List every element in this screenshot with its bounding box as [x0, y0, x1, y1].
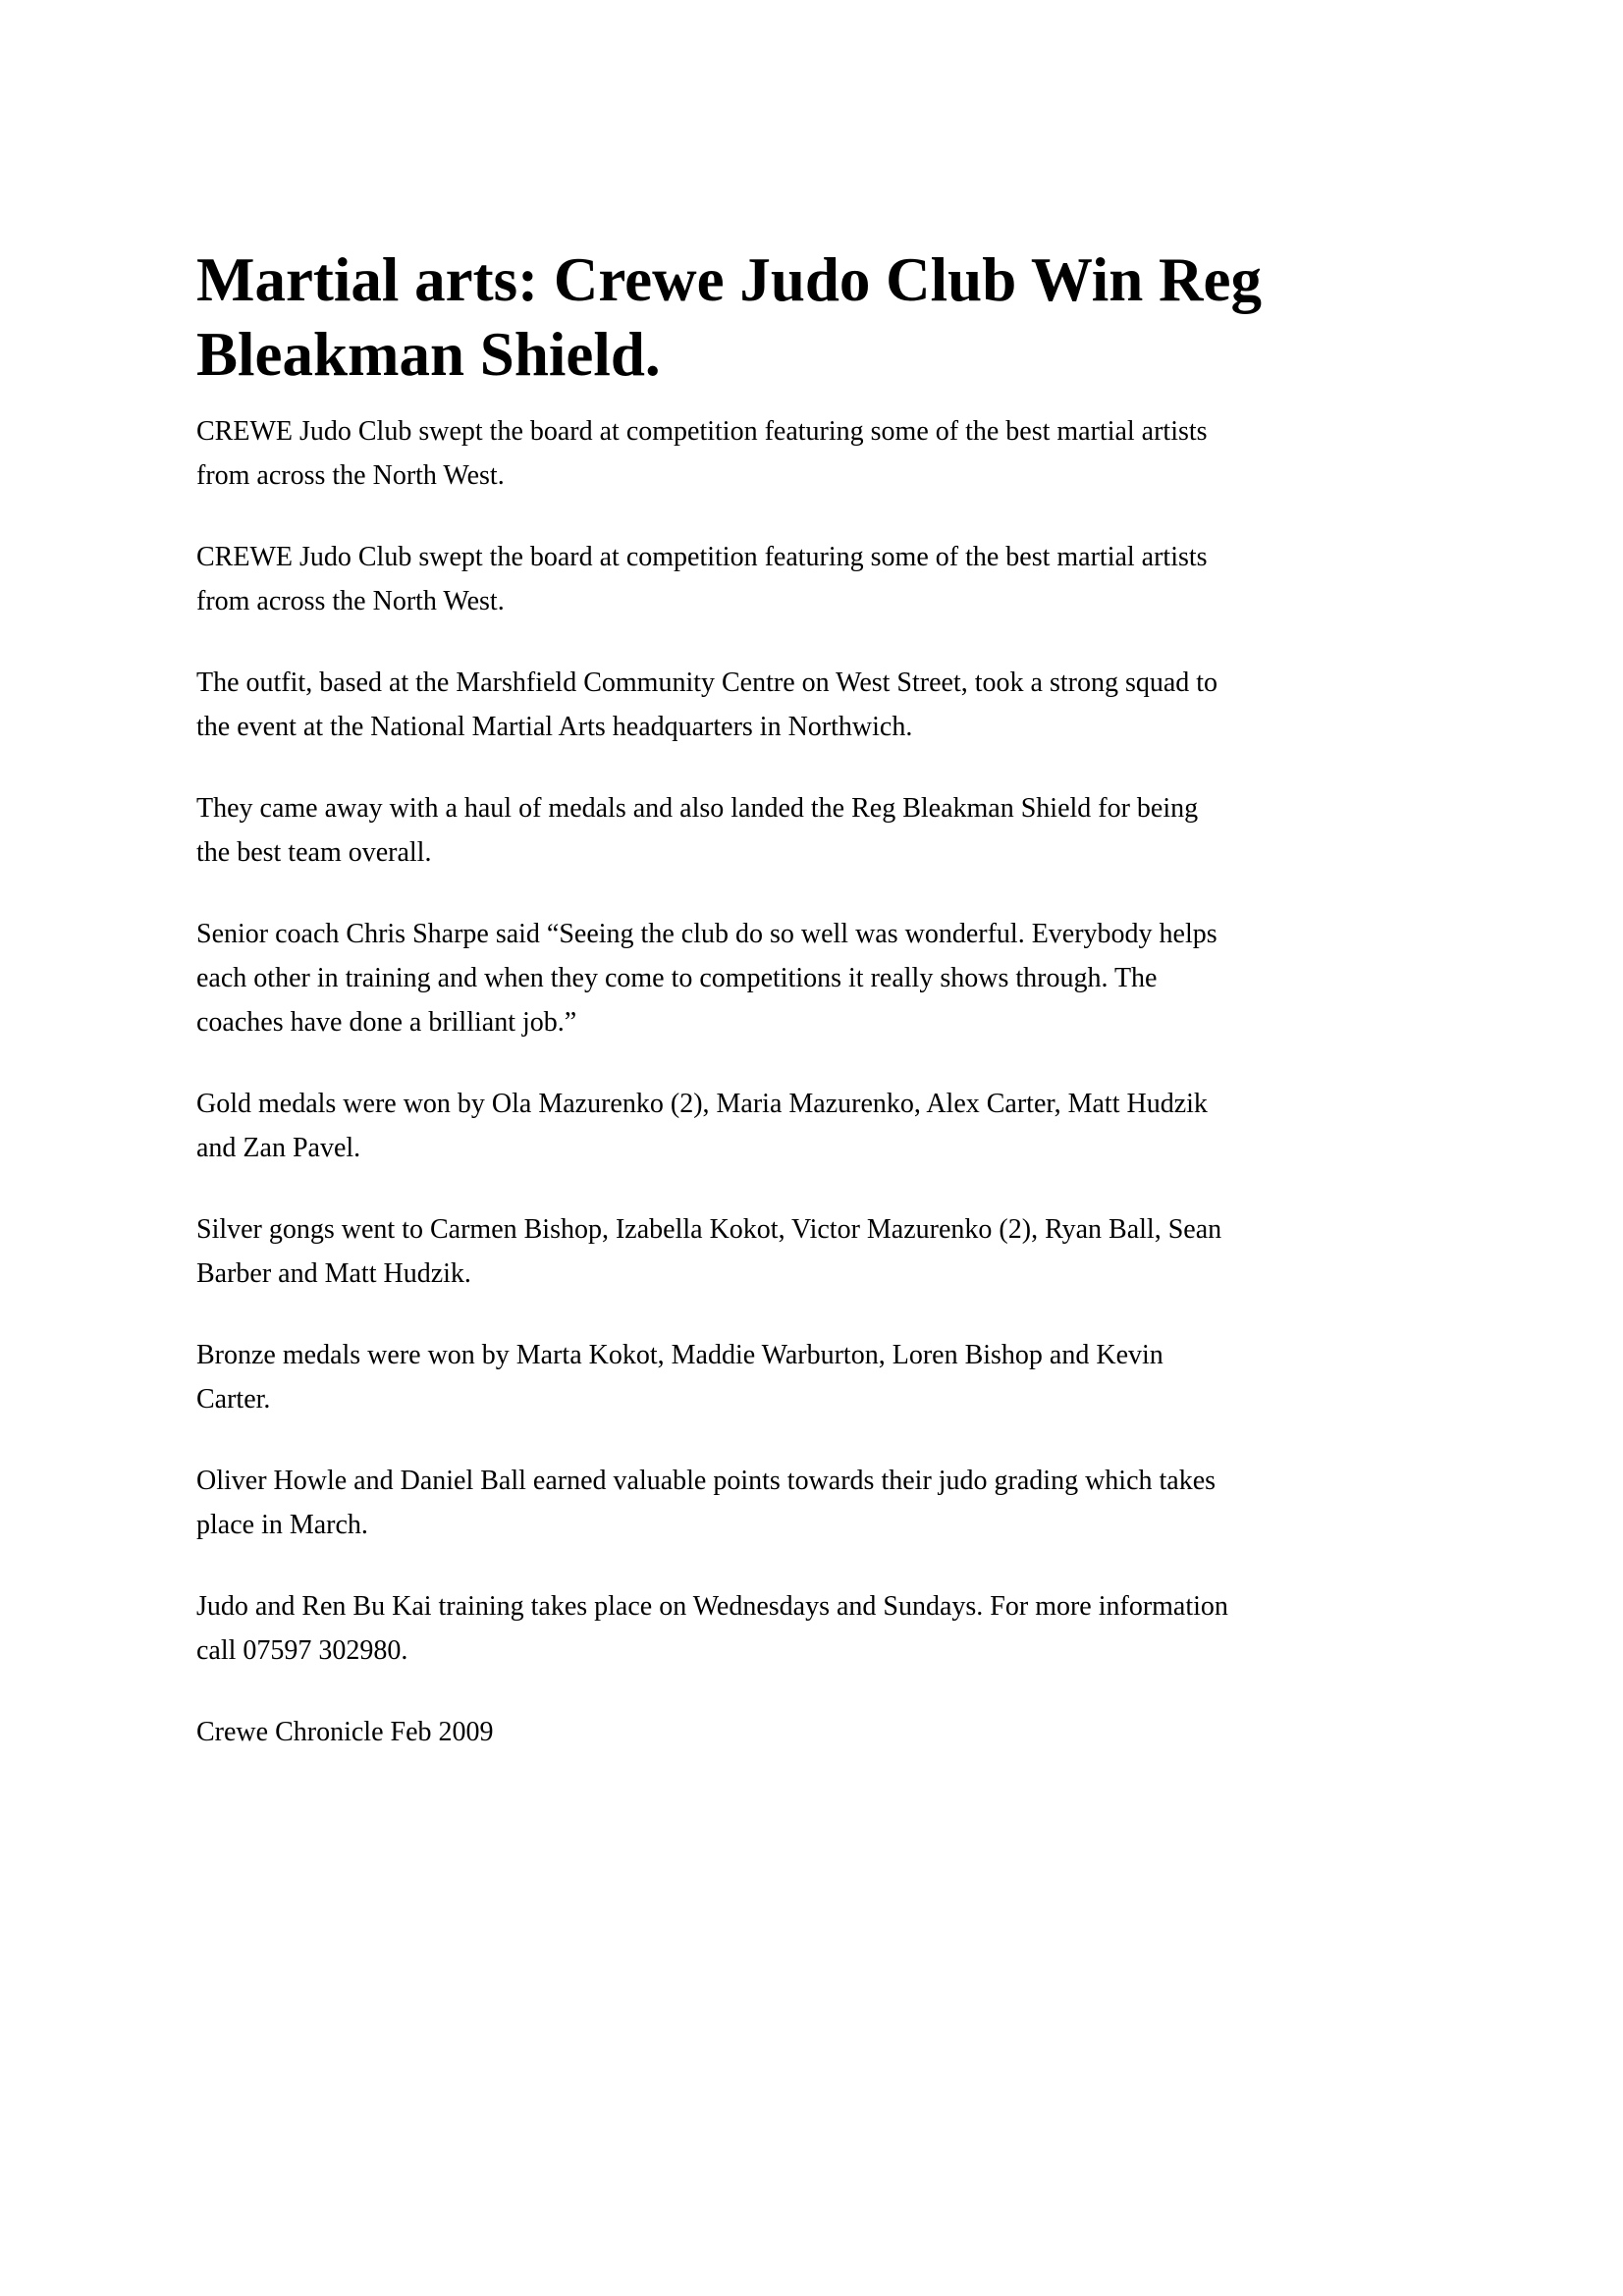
text-line: Gold medals were won by Ola Mazurenko (2), Maria Mazurenko, Alex Carter, Matt Hudzik — [196, 1089, 1208, 1119]
article-paragraph — [196, 1082, 1427, 1170]
text-line: place in March. — [196, 1510, 368, 1540]
text-line: Silver gongs went to Carmen Bishop, Izabella Kokot, Victor Mazurenko (2), Ryan Ball, Sean — [196, 1214, 1222, 1245]
text-line: Judo and Ren Bu Kai training takes place on Wednesdays and Sundays. For more information — [196, 1591, 1228, 1622]
text-line: The outfit, based at the Marshfield Community Centre on West Street, took a strong squad to — [196, 667, 1218, 698]
text-line: coaches have done a brilliant job.” — [196, 1007, 577, 1038]
title-line: Bleakman Shield. — [196, 320, 661, 389]
title-line: Martial arts: Crewe Judo Club Win Reg — [196, 245, 1262, 314]
text-line: call 07597 302980. — [196, 1635, 408, 1666]
text-line: Barber and Matt Hudzik. — [196, 1258, 471, 1289]
text-line: Carter. — [196, 1384, 271, 1415]
text-line: and Zan Pavel. — [196, 1133, 361, 1163]
article-body — [196, 409, 1427, 1673]
text-line: Oliver Howle and Daniel Ball earned valuable points towards their judo grading which takes — [196, 1466, 1217, 1496]
text-line: Senior coach Chris Sharpe said “Seeing the club do so well was wonderful. Everybody helps — [196, 919, 1217, 949]
article-paragraph — [196, 409, 1427, 498]
article-paragraph — [196, 661, 1427, 749]
article-paragraph — [196, 535, 1427, 623]
article-title — [196, 242, 1427, 392]
text-line: They came away with a haul of medals and also landed the Reg Bleakman Shield for being — [196, 793, 1199, 824]
text-line: the event at the National Martial Arts headquarters in Northwich. — [196, 712, 913, 742]
text-line: from across the North West. — [196, 586, 505, 616]
article-paragraph — [196, 1459, 1427, 1547]
text-line: Bronze medals were won by Marta Kokot, Maddie Warburton, Loren Bishop and Kevin — [196, 1340, 1163, 1370]
text-line: the best team overall. — [196, 837, 432, 868]
source-credit — [196, 1710, 1427, 1754]
text-line: each other in training and when they come to competitions it really shows through. The — [196, 963, 1158, 993]
text-line: CREWE Judo Club swept the board at competition featuring some of the best martial artists — [196, 542, 1208, 572]
text-line: from across the North West. — [196, 460, 505, 491]
article-paragraph — [196, 1333, 1427, 1421]
article-paragraph — [196, 1207, 1427, 1296]
article-paragraph — [196, 1584, 1427, 1673]
text-line: CREWE Judo Club swept the board at competition featuring some of the best martial artists — [196, 416, 1208, 447]
text-line: Crewe Chronicle Feb 2009 — [196, 1717, 494, 1747]
article-paragraph — [196, 786, 1427, 875]
article-paragraph — [196, 912, 1427, 1044]
